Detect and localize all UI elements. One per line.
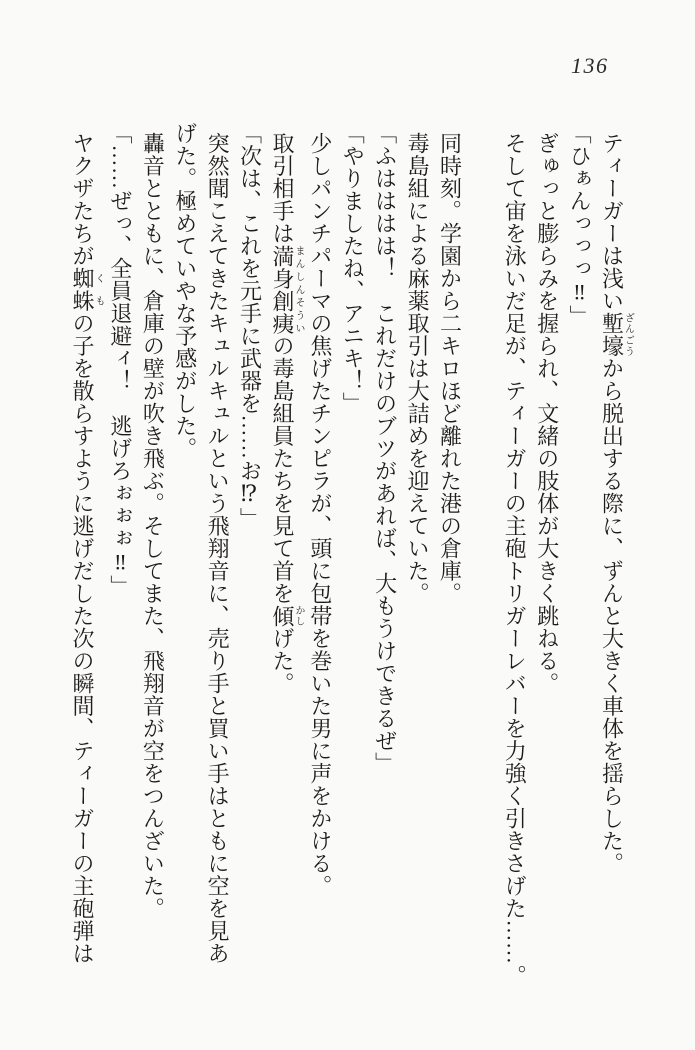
paragraph: 「次は、これを元手に武器を……お⁉」 — [237, 122, 263, 530]
paragraph: 「ひぁんっっっ‼」 — [567, 122, 593, 328]
paragraph: 突然聞こえてきたキュルキュルという飛翔音に、売り手と買い手はともに空を見あ げた。極めていやな予感がした。 — [172, 122, 231, 965]
paragraph: 少しパンチパーマの焦げたチンピラが、頭に包帯を巻いた男に声をかける。 — [307, 132, 333, 897]
page-number: 136 — [571, 53, 609, 78]
paragraph: 毒島組による麻薬取引は大詰めを迎えていた。 — [405, 132, 431, 605]
furigana: まんしんそうい — [292, 244, 304, 335]
furigana: ざんごう — [622, 312, 634, 357]
paragraph: ぎゅっと膨らみを握られ、文緒の肢体が大きく跳ねる。 — [534, 132, 560, 695]
furigana: くも — [93, 267, 105, 312]
paragraph: 「やりましたね、アニキ！」 — [340, 122, 366, 415]
paragraph: ティーガーは浅い塹壕ざんごうから脱出する際に、ずんと大きく車体を揺らした。 — [599, 132, 634, 875]
paragraph: 「ふはははは！ これだけのブツがあれば、大もうけできるぜ」 — [372, 122, 398, 775]
paragraph: そして宙を泳いだ足が、ティーガーの主砲トリガーレバーを力強く引きさげた……。 — [502, 132, 528, 987]
paragraph: 轟音とともに、倉庫の壁が吹き飛ぶ。そしてまた、飛翔音が空をつんざいた。 — [140, 132, 166, 920]
furigana: かし — [292, 604, 304, 627]
paragraph: 取引相手は満身創痍まんしんそういの毒島組員たちを見て首を傾かしげた。 — [269, 132, 304, 695]
paragraph: 同時刻。学園から二キロほど離れた港の倉庫。 — [437, 132, 463, 605]
ruby-text: 塹壕ざんごう — [599, 312, 634, 357]
ruby-text: 傾かし — [269, 604, 304, 627]
paragraph: ヤクザたちが蜘蛛くもの子を散らすように逃げだした次の瞬間、ティーガーの主砲弾は — [70, 132, 105, 965]
ruby-text: 蜘蛛くも — [70, 267, 105, 312]
text-area — [66, 122, 633, 1006]
paragraph: 「……ぜっ、全員退避ィ！ 逃げろぉぉぉ‼」 — [107, 122, 133, 598]
ruby-text: 満身創痍まんしんそうい — [269, 244, 304, 335]
